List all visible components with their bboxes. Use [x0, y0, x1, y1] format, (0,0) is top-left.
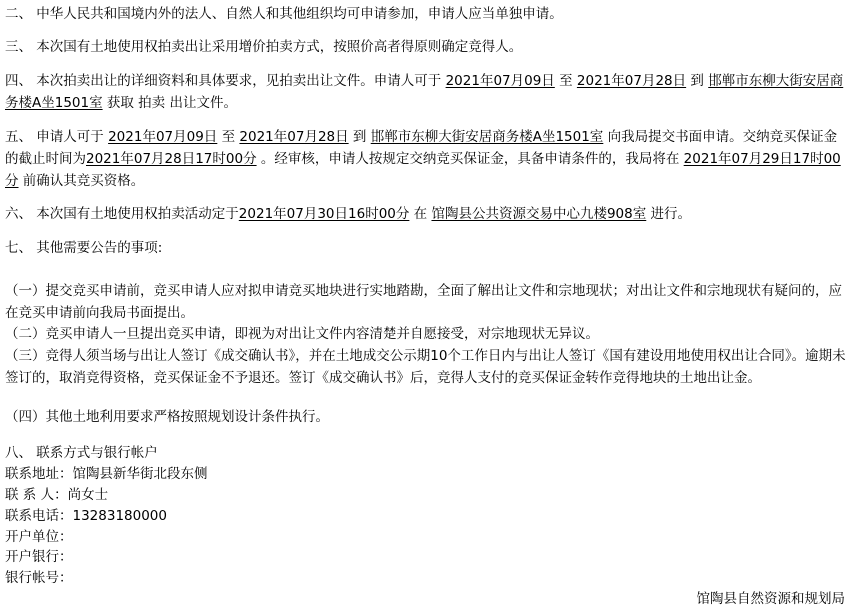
section-7-item-1: （一）提交竞买申请前，竞买申请人应对拟申请竞买地块进行实地踏勘，全面了解出让文件和宗地现状；对出让文件和宗地现状有疑问的，应在竞买申请前向我局书面提出。 [5, 283, 842, 321]
section-6-text-1: 六、 本次国有土地使用权拍卖活动定于 [5, 206, 239, 222]
section-5-deposit-deadline: 2021年07月28日17时00分 [86, 151, 257, 167]
section-3-paragraph: 三、 本次国有土地使用权拍卖出让采用增价拍卖方式，按照价高者得原则确定竞得人。 [5, 39, 523, 55]
section-4-text-3: 到 [686, 73, 709, 89]
section-5-text-3: 到 [348, 129, 371, 145]
contact-phone-label: 联系电话： [5, 508, 73, 524]
section-7-item-2: （二）竞买申请人一旦提出竞买申请，即视为对出让文件内容清楚并自愿接受，对宗地现状无异议。 [5, 326, 599, 342]
contact-phone-row [5, 506, 167, 526]
section-5-address: 邯郸市东柳大街安居商务楼A坐1501室 [370, 129, 604, 145]
section-4-end-date: 2021年07月28日 [576, 73, 687, 89]
section-5-text-5: 。经审核，申请人按规定交纳竞买保证金，具备申请条件的，我局将在 [256, 151, 684, 167]
section-7-item-3: （三）竞得人须当场与出让人签订《成交确认书》，并在土地成交公示期10个工作日内与出让人签订《国有建设用地使用权出让合同》。逾期未签订的，取消竞得资格，竞买保证金不予退还。签订《成交确认书》后，竞得人支付的竞买保证金转作竞得地块的土地出让金。 [5, 348, 846, 386]
account-number-row: 银行帐号： [5, 570, 73, 586]
contact-address-label: 联系地址： [5, 466, 73, 482]
section-6-text-3: 进行。 [646, 206, 692, 222]
section-4-text-2: 至 [554, 73, 577, 89]
section-6-auction-time: 2021年07月30日16时00分 [238, 206, 410, 222]
section-4-address: 邯郸市东柳大街安居商务楼A坐1501室 [5, 73, 844, 111]
issuer-signature: 馆陶县自然资源和规划局 [696, 591, 845, 607]
account-bank-row: 开户银行： [5, 549, 73, 565]
section-5-text-6: 前确认其竞买资格。 [18, 173, 145, 189]
section-7-heading: 七、 其他需要公告的事项: [5, 240, 163, 256]
section-5-confirm-time: 2021年07月29日17时00分 [5, 151, 841, 189]
section-4-paragraph [5, 70, 847, 114]
contact-person-row [5, 485, 108, 505]
section-4-text-4: 获取 拍卖 出让文件。 [102, 95, 237, 111]
contact-person-value: 尚女士 [67, 487, 109, 503]
contact-address-value: 馆陶县新华街北段东侧 [72, 466, 208, 482]
section-4-text-1: 四、 本次拍卖出让的详细资料和具体要求，见拍卖出让文件。申请人可于 [5, 73, 446, 89]
section-5-end-date: 2021年07月28日 [239, 129, 349, 145]
section-6-text-2: 在 [409, 206, 432, 222]
section-2-paragraph: 二、 中华人民共和国境内外的法人、自然人和其他组织均可申请参加，申请人应当单独申请。 [5, 6, 563, 22]
contact-phone-value: 13283180000 [72, 508, 167, 524]
section-5-paragraph [5, 126, 847, 192]
contact-address-row [5, 464, 208, 484]
section-7-item-4: （四）其他土地利用要求严格按照规划设计条件执行。 [5, 409, 329, 425]
section-6-paragraph [5, 203, 847, 225]
section-5-text-4: 向我局提交书面申请。交纳竞买保证金的截止时间为 [5, 129, 838, 167]
section-6-venue: 馆陶县公共资源交易中心九楼908室 [431, 206, 647, 222]
account-unit-row: 开户单位： [5, 529, 73, 545]
section-5-text-2: 至 [217, 129, 240, 145]
section-5-text-1: 五、 申请人可于 [5, 129, 109, 145]
section-5-start-date: 2021年07月09日 [108, 129, 218, 145]
section-4-start-date: 2021年07月09日 [445, 73, 555, 89]
section-8-heading: 八、 联系方式与银行帐户 [5, 445, 158, 461]
contact-person-label: 联 系 人： [5, 487, 68, 503]
